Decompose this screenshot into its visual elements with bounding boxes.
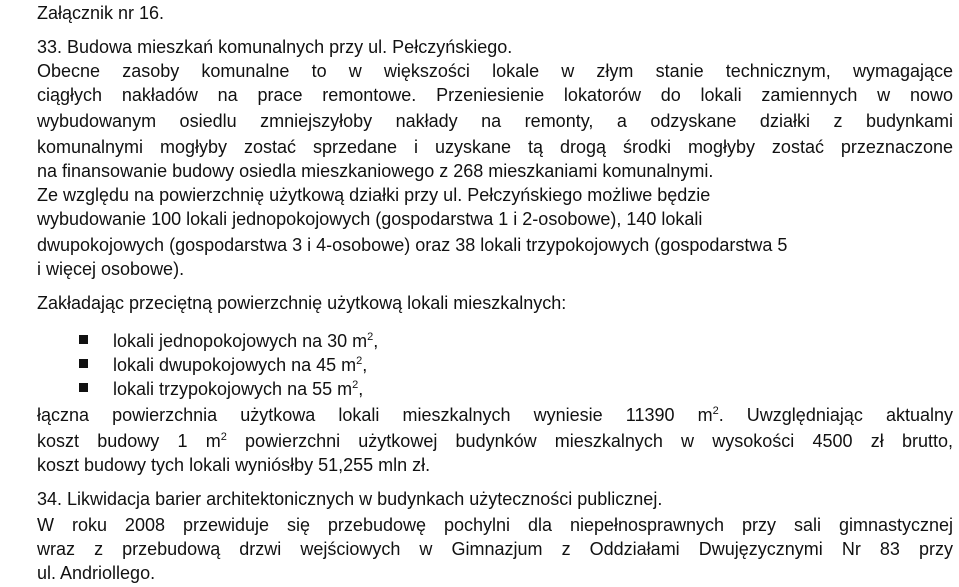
paragraph-line: Obecne zasoby komunalne to w większości lokale w złym stanie technicznym, wymagające [37,61,953,81]
paragraph-line: komunalnymi mogłyby zostać sprzedane i uzyskane tą drogą środki mogłyby zostać przeznaczone [37,137,953,157]
section-34-heading: 34. Likwidacja barier architektonicznych w budynkach użyteczności publicznej. [37,489,663,509]
bullet-item: lokali jednopokojowych na 30 $m^2$, [113,331,379,351]
attachment-header: Załącznik nr 16. [37,3,165,23]
square-bullet-icon [79,359,88,368]
paragraph-line: dwupokojowych (gospodarstwa 3 i 4-osobowe) oraz 38 lokali trzypokojowych (gospodarstwa 5 [37,235,788,255]
paragraph-line: na finansowanie budowy osiedla mieszkaniowego z 268 mieszkaniami komunalnymi. [37,161,714,181]
summary-line: łączna powierzchnia użytkowa lokali mieszkalnych wyniesie 11390 $m^2$. Uwzględniając aktualny [37,405,953,425]
bullet-item: lokali trzypokojowych na 55 $m^2$, [113,379,364,399]
paragraph-line: W roku 2008 przewiduje się przebudowę pochylni dla niepełnosprawnych przy sali gimnastycznej [37,515,953,535]
section-33-heading: 33. Budowa mieszkań komunalnych przy ul. Pełczyńskiego. [37,37,513,57]
paragraph-line: Ze względu na powierzchnię użytkową działki przy ul. Pełczyńskiego możliwe będzie [37,185,711,205]
square-bullet-icon [79,383,88,392]
square-bullet-icon [79,335,88,344]
assumption-intro: Zakładając przeciętną powierzchnię użytkową lokali mieszkalnych: [37,293,567,313]
paragraph-line: wybudowanym osiedlu zmniejszyłoby nakłady na remonty, a odzyskane działki z budynkami [37,111,953,131]
paragraph-line: ciągłych nakładów na prace remontowe. Przeniesienie lokatorów do lokali zamiennych w nowo [37,85,953,105]
paragraph-line: wybudowanie 100 lokali jednopokojowych (gospodarstwa 1 i 2-osobowe), 140 lokali [37,209,703,229]
paragraph-line: ul. Andriollego. [37,563,156,583]
summary-line: koszt budowy tych lokali wyniósłby 51,255 mln zł. [37,455,431,475]
bullet-item: lokali dwupokojowych na 45 $m^2$, [113,355,368,375]
paragraph-line: wraz z przebudową drzwi wejściowych w Gimnazjum z Oddziałami Dwujęzycznymi Nr 83 przy [37,539,953,559]
summary-line: koszt budowy 1 $m^2$ powierzchni użytkowej budynków mieszkalnych w wysokości 4500 zł brutto, [37,431,954,451]
paragraph-line: i więcej osobowe). [37,259,185,279]
